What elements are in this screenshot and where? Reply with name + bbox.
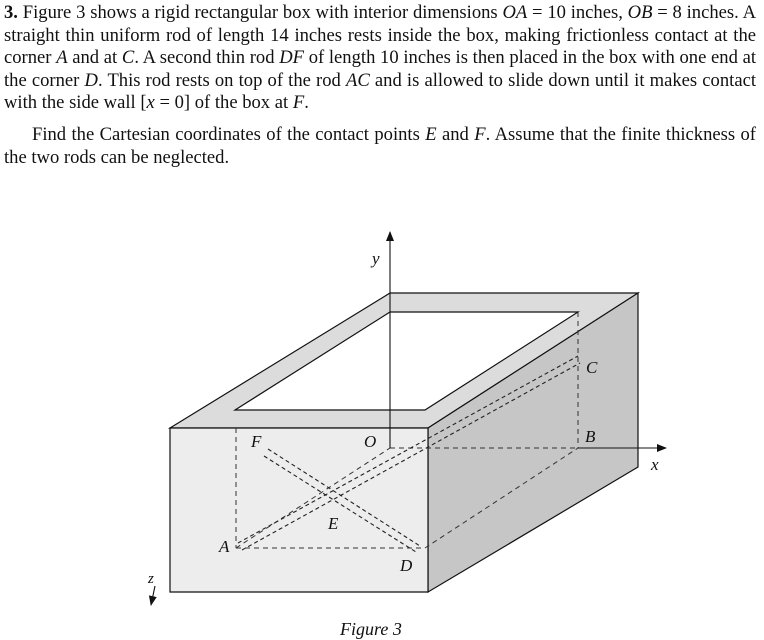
text-run: . This rod rests on top of the rod [97,69,346,91]
text-run: and is allowed to slide down until it makes contact with the side wall [ [4,69,756,114]
math-symbol: OB [627,2,653,23]
math-symbol: x [146,92,155,114]
text-run: of length 10 inches is then placed in the box with one end at the corner [4,47,757,91]
label-d: D [400,556,413,575]
math-symbol: A [56,47,68,69]
math-symbol: C [121,47,135,69]
text-run: = 10 inches, [527,2,628,23]
math-symbol: OA [502,2,528,23]
label-y: y [372,249,380,268]
problem-number: 3. [4,2,18,23]
text-run: and [436,123,475,145]
label-f: F [251,432,262,451]
label-z: z [148,571,154,587]
math-symbol: DF [279,47,304,69]
text-run: Figure 3 shows a rigid rectangular box with interior dimensions [22,2,503,23]
math-symbol: D [84,69,98,91]
text-run: . [304,92,309,114]
text-run: Find the Cartesian coordinates of the contact points [32,123,426,145]
figure-caption: Figure 3 [340,619,402,639]
math-symbol: AC [346,69,370,91]
math-symbol: E [425,123,437,145]
label-x: x [651,455,659,474]
label-e: E [328,514,339,533]
text-run: . Assume that the finite thickness of the two rods can be neglected. [4,123,756,168]
z-axis [151,586,155,605]
math-symbol: F [474,123,486,145]
text-run: . A second thin rod [134,47,280,69]
text-run: = 0] of the box at [154,92,293,114]
label-o: O [364,432,377,451]
label-b: B [585,427,596,446]
label-a: A [219,537,230,556]
label-c: C [586,358,598,377]
math-symbol: F [292,92,305,114]
box-front-face [170,428,428,592]
text-run: and at [67,47,122,69]
text-run: = 8 inches. A straight thin uniform rod of length 14 inches rests inside the box, making frictionless contact at the corner [4,2,756,69]
